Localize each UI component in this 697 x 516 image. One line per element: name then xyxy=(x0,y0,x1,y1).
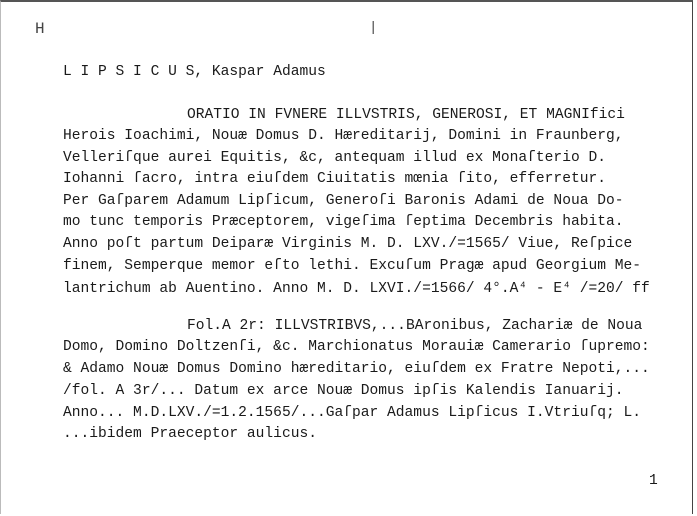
description-line: lantrichum ab Auentino. Anno M. D. LXVI./=1566/ 4°.A⁴ - E⁴ /=20/ ff xyxy=(63,281,650,297)
note-line: Fol.A 2r: ILLVSTRIBVS,...BAronibus, Zachariæ de Noua xyxy=(187,318,643,334)
description-line: Iohanni ſacro, intra eiuſdem Ciuitatis mœnia ſito, efferretur. xyxy=(63,171,606,187)
corner-mark: H xyxy=(35,20,45,38)
description-line: Velleriſque aurei Equitis, &c, antequam illud ex Monaſterio D. xyxy=(63,150,606,166)
note-line: Anno... M.D.LXV./=1.2.1565/...Gaſpar Adamus Lipſicus I.Vtriuſq; L. xyxy=(63,405,642,421)
heading-surname: L I P S I C U S, xyxy=(63,64,204,80)
note-line: Domo, Domino Doltzenſi, &c. Marchionatus Morauiæ Camerario ſupremo: xyxy=(63,339,650,355)
note-line: /fol. A 3r/... Datum ex arce Nouæ Domus ipſis Kalendis Ianuarij. xyxy=(63,383,624,399)
description-line: Herois Ioachimi, Nouæ Domus D. Hæreditarij, Domini in Fraunberg, xyxy=(63,128,624,144)
note-line: & Adamo Nouæ Domus Domino hæreditario, eiuſdem ex Fratre Nepoti,... xyxy=(63,361,650,377)
pencil-mark: | xyxy=(369,20,378,36)
description-line: Anno poſt partum Deiparæ Virginis M. D. LXV./=1565/ Viue, Reſpice xyxy=(63,236,633,252)
description-line: ORATIO IN FVNERE ILLVSTRIS, GENEROSI, ET MAGNIfici xyxy=(187,107,625,123)
description-line: mo tunc temporis Præceptorem, vigeſima ſeptima Decembris habita. xyxy=(63,214,624,230)
heading-given-names: Kaspar Adamus xyxy=(211,64,326,80)
heading xyxy=(63,65,326,80)
description-line: finem, Semperque memor eſto lethi. Excuſum Pragæ apud Georgium Me- xyxy=(63,258,642,274)
page-number: 1 xyxy=(649,473,658,489)
note-line: ...ibidem Praeceptor aulicus. xyxy=(63,426,317,442)
description-line: Per Gaſparem Adamum Lipſicum, Generoſi Baronis Adami de Noua Do- xyxy=(63,193,624,209)
